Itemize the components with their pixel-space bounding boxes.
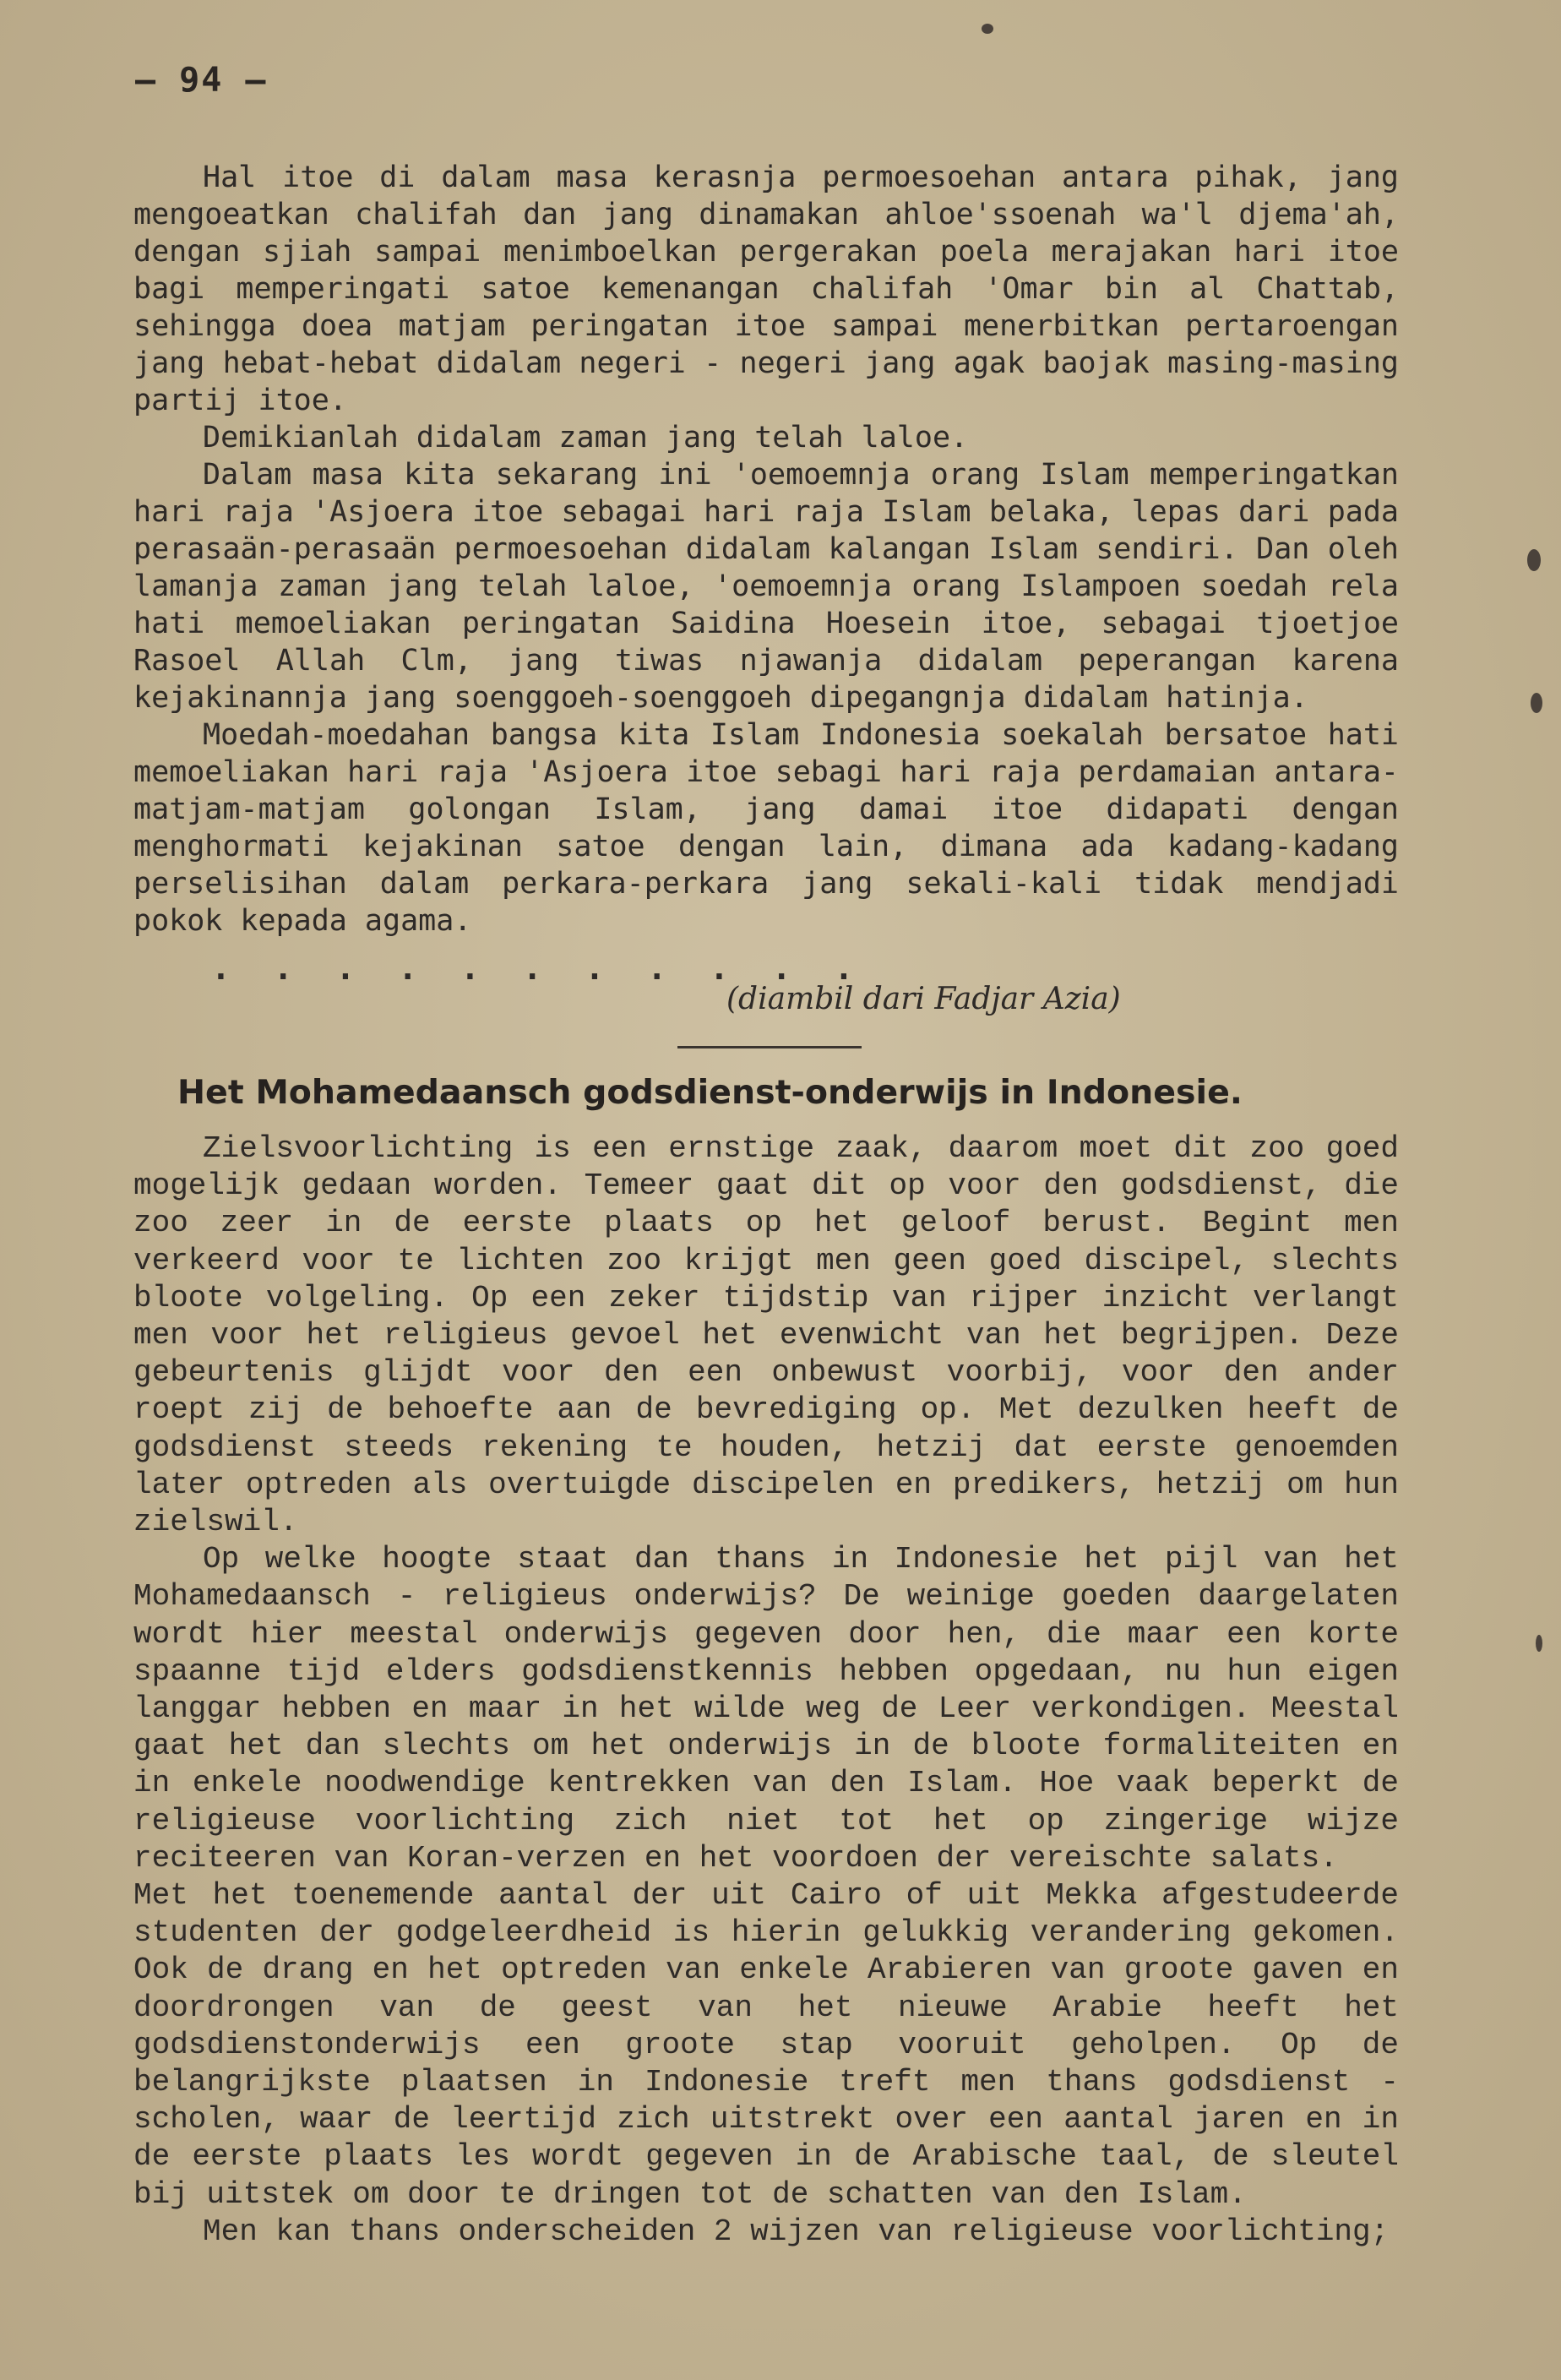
paragraph-6: Op welke hoogte staat dan thans in Indonesie het pijl van het Mohamedaansch - religieus onderwijs? De weinige goeden daargelaten wordt hier meestal onderwijs gegeven door hen, die maar een korte spaanne tijd elders godsdienstkennis hebben opgedaan, nu hun eigen langgar hebben en maar in het wilde weg de Leer verkondigen. Meestal gaat het dan slechts om het onderwijs in de bloote formaliteiten en in enkele noodwendige kentrekken van den Islam. Hoe vaak beperkt de religieuse voorlichting zich niet tot het op zingerige wijze reciteeren van Koran-verzen en het voordoen der vereischte salats. bbox=[133, 1542, 1399, 1876]
paragraph-1: Hal itoe di dalam masa kerasnja permoesoehan antara pihak, jang mengoeatkan chalifah dan jang dinamakan ahloe'ssoenah wa'l djema'ah, dengan sjiah sampai menimboelkan pergerakan poela merajakan hari itoe bagi memperingati satoe kemenangan chalifah 'Omar bin al Chattab, sehingga doea matjam peringatan itoe sampai menerbitkan pertaroengan jang hebat-hebat didalam negeri - negeri jang agak baojak masing-masing partij itoe. bbox=[133, 161, 1399, 417]
ink-spot bbox=[1536, 1635, 1542, 1652]
page-number: — 94 — bbox=[135, 61, 268, 100]
article-indonesian bbox=[133, 159, 1399, 939]
paragraph-5: Zielsvoorlichting is een ernstige zaak, daarom moet dit zoo goed mogelijk gedaan worden. Temeer gaat dit op voor den godsdienst, die zoo zeer in de eerste plaats op het geloof berust. Begint men verkeerd voor te lichten zoo krijgt men geen goed discipel, slechts bloote volgeling. Op een zeker tijdstip van rijper inzicht verlangt men voor het religieus gevoel het evenwicht van het begrijpen. Deze gebeurtenis glijdt voor den een onbewust voorbij, voor den ander roept zij de behoefte aan de bevrediging op. Met dezulken heeft de godsdienst steeds rekening te houden, hetzij dat eerste genoemden later optreden als overtuigde discipelen en predikers, hetzij om hun zielswil. bbox=[133, 1131, 1399, 1540]
separator-dots: . . . . . . . . . . . bbox=[211, 950, 866, 987]
paragraph-2: Demikianlah didalam zaman jang telah laloe. bbox=[203, 421, 969, 455]
ink-spot bbox=[1531, 693, 1542, 713]
ink-spot bbox=[982, 24, 993, 34]
paragraph-4: Moedah-moedahan bangsa kita Islam Indonesia soekalah bersatoe hati memoeliakan hari raja 'Asjoera itoe sebagi hari raja perdamaian antara-matjam-matjam golongan Islam, jang damai itoe didapati dengan menghormati kejakinan satoe dengan lain, dimana ada kadang-kadang perselisihan dalam perkara-perkara jang sekali-kali tidak mendjadi pokok kepada agama. bbox=[133, 718, 1399, 938]
ink-spot bbox=[1527, 549, 1541, 571]
article-heading: Het Mohamedaansch godsdienst-onderwijs in Indonesie. bbox=[177, 1073, 1243, 1112]
paragraph-3: Dalam masa kita sekarang ini 'oemoemnja orang Islam memperingatkan hari raja 'Asjoera itoe sebagai hari raja Islam belaka, lepas dari pada perasaän-perasaän permoesoehan didalam kalangan Islam sendiri. Dan oleh lamanja zaman jang telah laloe, 'oemoemnja orang Islampoen soedah rela hati memoeliakan peringatan Saidina Hoesein itoe, sebagai tjoetjoe Rasoel Allah Clm, jang tiwas njawanja didalam peperangan karena kejakinannja jang soenggoeh-soenggoeh dipegangnja didalam hatinja. bbox=[133, 458, 1399, 715]
paragraph-8: Men kan thans onderscheiden 2 wijzen van religieuse voorlichting; bbox=[203, 2214, 1390, 2249]
divider-rule bbox=[677, 1046, 862, 1048]
paragraph-7: Met het toenemende aantal der uit Cairo of uit Mekka afgestudeerde studenten der godgeleerdheid is hierin gelukkig verandering gekomen. Ook de drang en het optreden van enkele Arabieren van groote gaven en doordrongen van de geest van het nieuwe Arabie heeft het godsdienstonderwijs een groote stap vooruit geholpen. Op de belangrijkste plaatsen in Indonesie treft men thans godsdienst - scholen, waar de leertijd zich uitstrekt over een aantal jaren en in de eerste plaats les wordt gegeven in de Arabische taal, de sleutel bij uitstek om door te dringen tot de schatten van den Islam. bbox=[133, 1878, 1399, 2212]
source-citation: (diambil dari Fadjar Azia) bbox=[726, 982, 1121, 1016]
article-dutch bbox=[133, 1130, 1399, 2251]
